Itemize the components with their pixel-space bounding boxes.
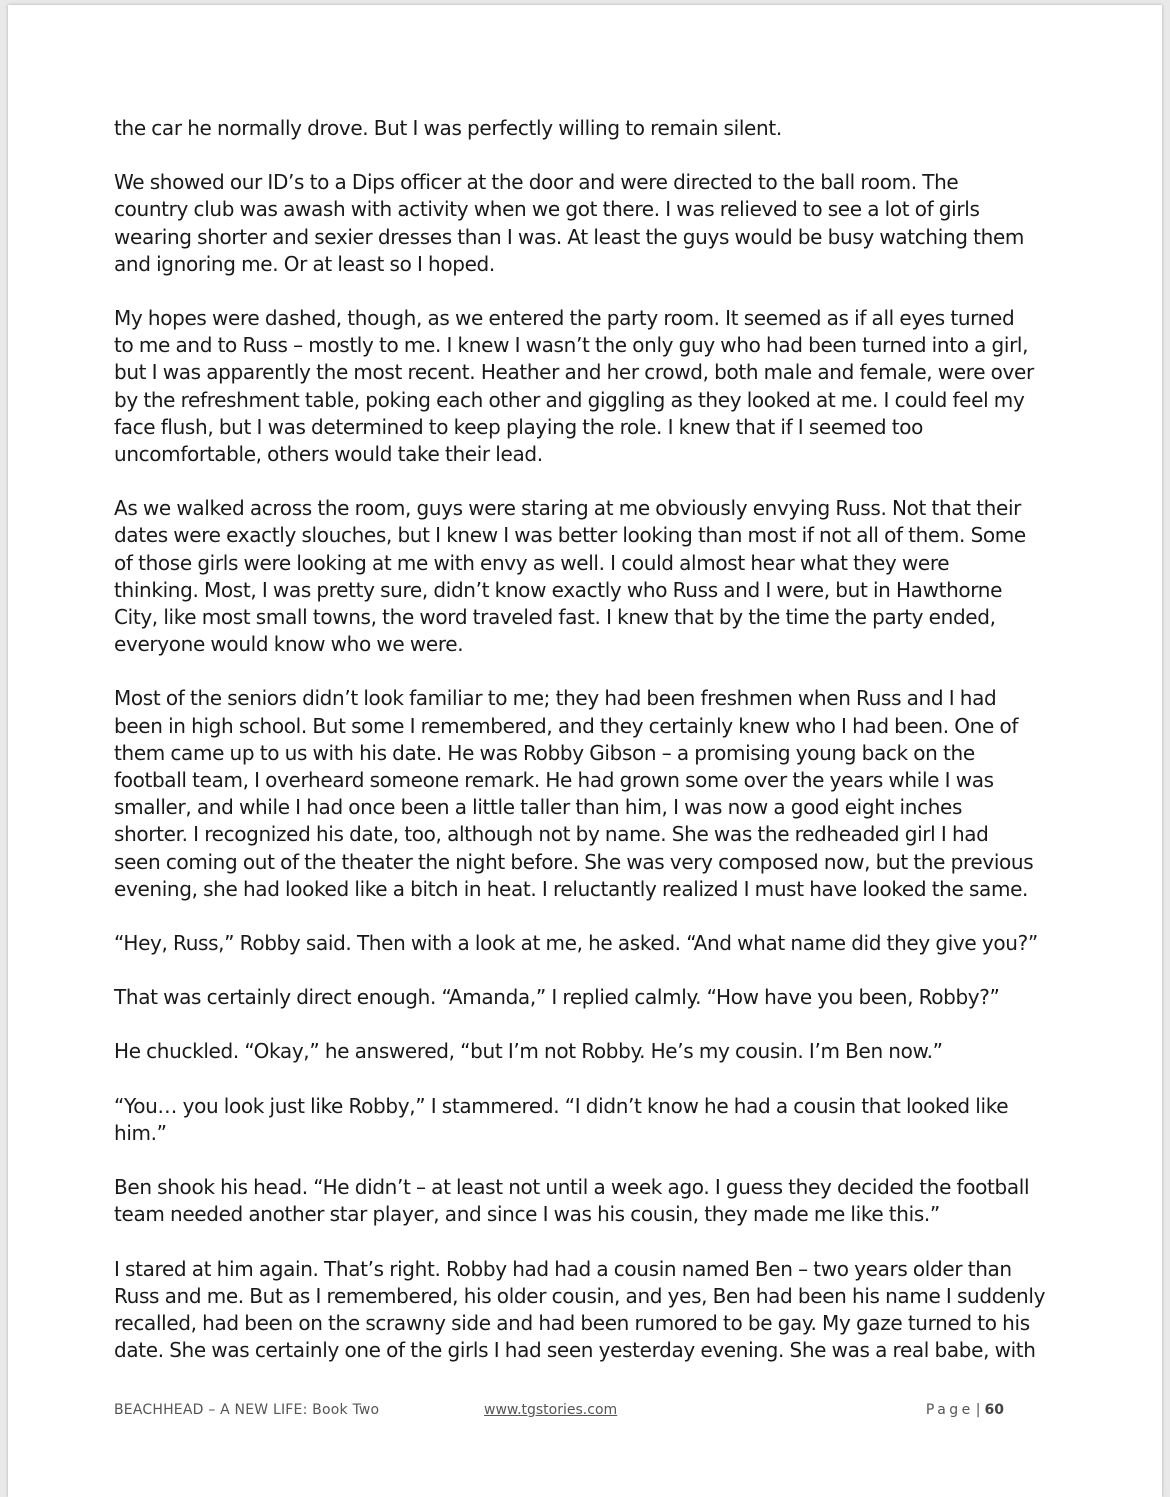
page-footer bbox=[114, 1402, 1004, 1422]
paragraph-3: My hopes were dashed, though, as we entered the party room. It seemed as if all eyes turned to me and to Russ – mostly to me. I knew I wasn’t the only guy who had been turned into a girl, but I was apparently the most recent. Heather and her crowd, both male and female, were over by the refreshment table, poking each other and giggling as they looked at me. I could feel my face flush, but I was determined to keep playing the role. I knew that if I seemed too uncomfortable, others would take their lead. bbox=[114, 306, 1034, 467]
paragraph-6: “Hey, Russ,” Robby said. Then with a look at me, he asked. “And what name did they give you?” bbox=[114, 931, 1038, 956]
document-page bbox=[8, 5, 1162, 1497]
paragraph-7: That was certainly direct enough. “Amanda,” I replied calmly. “How have you been, Robby?” bbox=[114, 985, 1000, 1010]
paragraph-8: He chuckled. “Okay,” he answered, “but I’m not Robby. He’s my cousin. I’m Ben now.” bbox=[114, 1039, 943, 1064]
paragraph-11: I stared at him again. That’s right. Robby had had a cousin named Ben – two years older than Russ and me. But as I remembered, his older cousin, and yes, Ben had been his name I suddenly recalled, had been on the scrawny side and had been rumored to be gay. My gaze turned to his date. She was certainly one of the girls I had seen yesterday evening. She was a real babe, with bbox=[114, 1256, 1046, 1363]
footer-page-info bbox=[926, 1402, 1004, 1418]
paragraph-1: the car he normally drove. But I was perfectly willing to remain silent. bbox=[114, 116, 782, 140]
paragraph-10: Ben shook his head. “He didn’t – at least not until a week ago. I guess they decided the football team needed another star player, and since I was his cousin, they made me like this.” bbox=[114, 1175, 1030, 1227]
page-separator: | bbox=[975, 1402, 981, 1418]
body-text bbox=[114, 115, 1064, 1391]
footer-website-link[interactable]: www.tgstories.com bbox=[484, 1402, 618, 1418]
footer-book-title: BEACHHEAD – A NEW LIFE: Book Two bbox=[114, 1402, 380, 1418]
paragraph-5: Most of the seniors didn’t look familiar to me; they had been freshmen when Russ and I had been in high school. But some I remembered, and they certainly knew who I had been. One of them came up to us with his date. He was Robby Gibson – a promising young back on the football team, I overheard someone remark. He had grown some over the years while I was smaller, and while I had once been a little taller than him, I was now a good eight inches shorter. I recognized his date, too, although not by name. She was the redheaded girl I had seen coming out of the theater the night before. She was very composed now, but the previous evening, she had looked like a bitch in heat. I reluctantly realized I must have looked the same. bbox=[114, 686, 1034, 901]
paragraph-2: We showed our ID’s to a Dips officer at the door and were directed to the ball room. The country club was awash with activity when we got there. I was relieved to see a lot of girls wearing shorter and sexier dresses than I was. At least the guys would be busy watching them and ignoring me. Or at least so I hoped. bbox=[114, 170, 1025, 276]
paragraph-9: “You… you look just like Robby,” I stammered. “I didn’t know he had a cousin that looked like him.” bbox=[114, 1093, 1009, 1145]
page-label: Page bbox=[925, 1402, 974, 1418]
paragraph-4: As we walked across the room, guys were staring at me obviously envying Russ. Not that their dates were exactly slouches, but I knew I was better looking than most if not all of them. Some of those girls were looking at me with envy as well. I could almost hear what they were thinking. Most, I was pretty sure, didn’t know exactly who Russ and I were, but in Hawthorne City, like most small towns, the word traveled fast. I knew that by the time the party ended, everyone would know who we were. bbox=[114, 496, 1026, 657]
page-number: 60 bbox=[984, 1402, 1004, 1418]
